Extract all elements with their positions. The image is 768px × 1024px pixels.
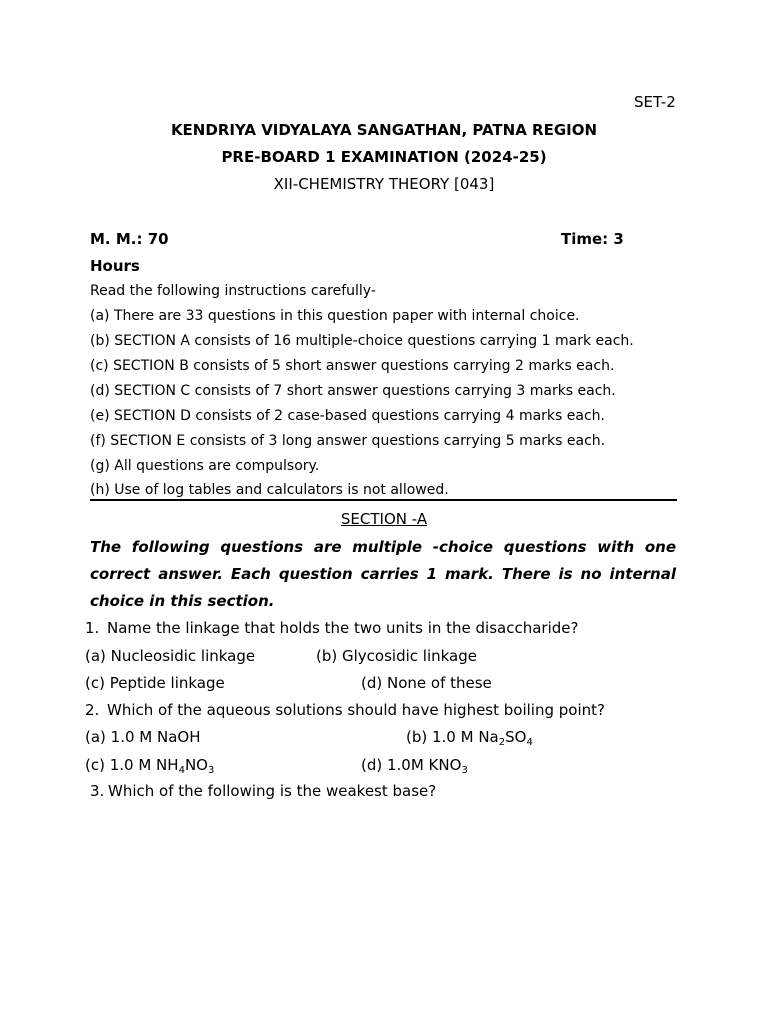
section-a-intro: The following questions are multiple -choice questions with one correct answer. Each question carries 1 mark. There is no internal choice in this section. [90,538,676,610]
instruction-item: (f) SECTION E consists of 3 long answer questions carrying 5 marks each. [90,433,606,449]
question-number: 1. [85,619,100,637]
option-1c: (c) Peptide linkage [85,674,225,692]
max-marks: M. M.: 70 [90,230,169,248]
instruction-item: (g) All questions are compulsory. [90,458,320,474]
instruction-item: (e) SECTION D consists of 2 case-based questions carrying 4 marks each. [90,408,605,424]
instruction-item: (b) SECTION A consists of 16 multiple-choice questions carrying 1 mark each. [90,333,634,349]
option-1a: (a) Nucleosidic linkage [85,647,256,665]
instruction-item: (d) SECTION C consists of 7 short answer questions carrying 3 marks each. [90,383,616,399]
instruction-item: (a) There are 33 questions in this question paper with internal choice. [90,308,580,324]
instruction-item: (h) Use of log tables and calculators is not allowed. [90,482,449,498]
option-2a: (a) 1.0 M NaOH [85,728,201,746]
question-number: 2. [85,701,100,719]
time-hours: Hours [90,257,140,275]
question-3 [90,782,436,800]
question-text: Name the linkage that holds the two units in the disaccharide? [107,619,579,637]
subject-title: XII-CHEMISTRY THEORY [043] [273,175,495,193]
option-1b: (b) Glycosidic linkage [316,647,477,665]
divider-line [90,499,677,501]
organization-title: KENDRIYA VIDYALAYA SANGATHAN, PATNA REGION [170,121,598,139]
question-2 [85,701,605,719]
instructions-heading: Read the following instructions carefully- [90,283,376,299]
question-text: Which of the aqueous solutions should have highest boiling point? [107,701,605,719]
option-2c: (c) 1.0 M $NH_4NO_3$ [85,756,215,776]
question-1 [85,619,578,637]
question-number: 3. [90,782,105,800]
section-a-title: SECTION -A [340,510,428,528]
exam-title: PRE-BOARD 1 EXAMINATION (2024-25) [221,148,547,166]
instruction-item: (c) SECTION B consists of 5 short answer questions carrying 2 marks each. [90,358,615,374]
time-label: Time: 3 [561,230,624,248]
option-1d: (d) None of these [361,674,492,692]
set-label: SET-2 [634,93,676,111]
option-2d: (d) 1.0M $KNO_3$ [361,756,468,776]
option-2b: (b) 1.0 M $Na_2SO_4$ [406,728,533,748]
question-text: Which of the following is the weakest base? [108,782,437,800]
